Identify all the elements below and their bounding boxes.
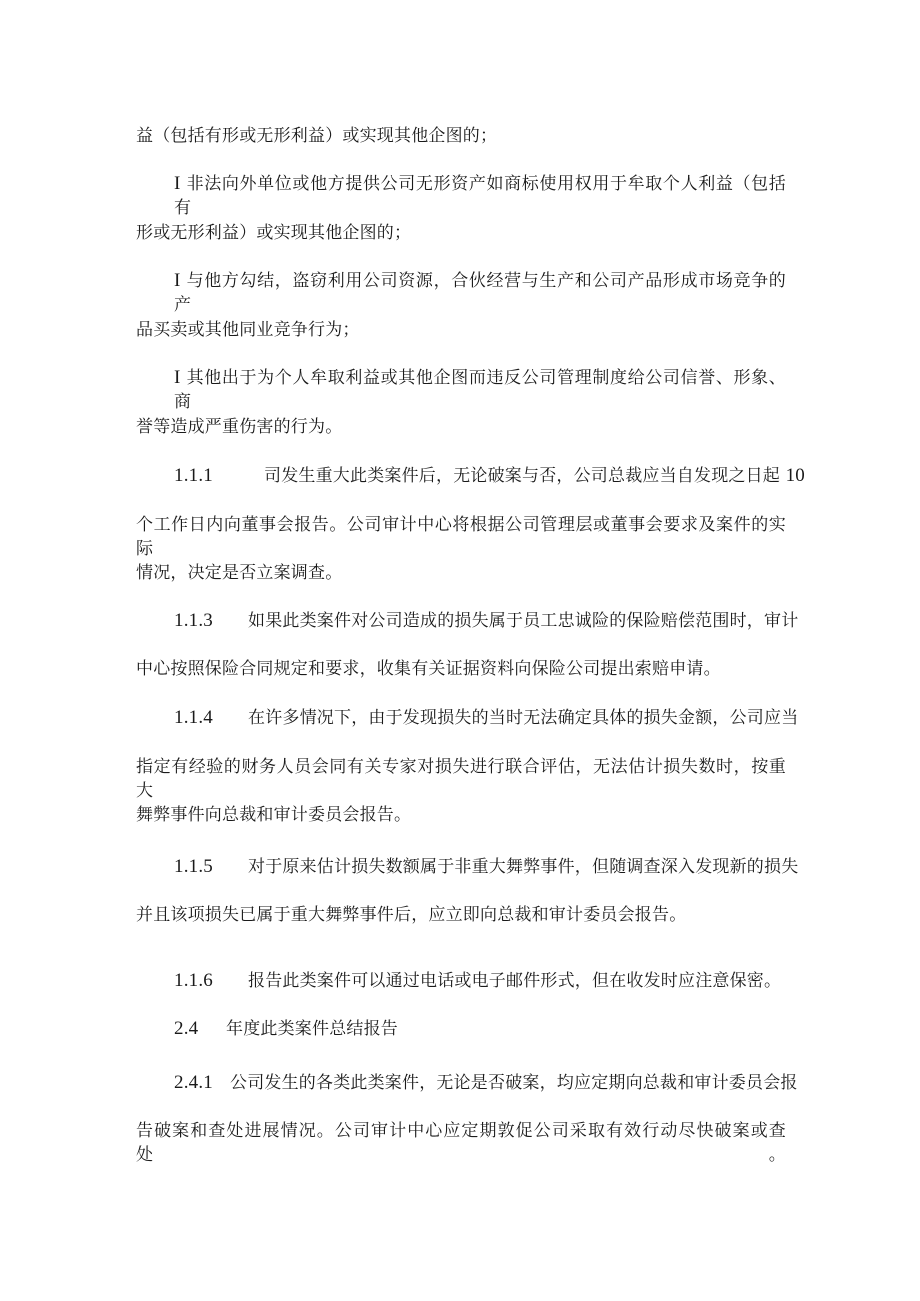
bullet-marker: I — [174, 173, 181, 194]
section-heading — [174, 1017, 786, 1041]
line-text: 其他出于为个人牟取利益或其他企图而违反公司管理制度给公司信誉、形象、商 — [174, 368, 786, 412]
line-text: 公司发生的各类此类案件，无论是否破案，均应定期向总裁和审计委员会报 — [230, 1073, 798, 1093]
section-number: 1.1.4 — [174, 707, 213, 728]
line-text: 对于原来估计损失数额属于非重大舞弊事件，但随调查深入发现新的损失 — [248, 857, 799, 877]
bullet-line — [174, 269, 786, 315]
line-text: 誉等造成严重伤害的行为。 — [136, 417, 343, 437]
section-number: 2.4 — [174, 1018, 199, 1039]
bullet-marker: I — [174, 270, 181, 291]
numbered-line — [174, 609, 799, 633]
line-text: 非法向外单位或他方提供公司无形资产如商标使用权用于牟取个人利益（包括有 — [174, 174, 786, 218]
section-number: 1.1.6 — [174, 970, 213, 991]
bullet-line — [174, 366, 786, 412]
paragraph-line — [136, 318, 786, 342]
line-text: 益（包括有形或无形利益）或实现其他企图的； — [136, 126, 498, 146]
line-text-tail: 10 — [785, 465, 806, 486]
paragraph-line — [136, 903, 786, 927]
paragraph-line — [136, 1119, 786, 1165]
section-number: 1.1.3 — [174, 610, 213, 631]
numbered-line — [174, 969, 786, 993]
line-text: 舞弊事件向总裁和审计委员会报告。 — [136, 805, 412, 825]
paragraph-line — [136, 657, 786, 681]
line-text: 并且该项损失已属于重大舞弊事件后，应立即向总裁和审计委员会报告。 — [136, 905, 687, 925]
line-text: 司发生重大此类案件后，无论破案与否，公司总裁应当自发现之日起 — [264, 466, 780, 486]
line-text: 指定有经验的财务人员会同有关专家对损失进行联合评估，无法估计损失数时，按重大 — [136, 757, 786, 801]
line-text: 告破案和查处进展情况。公司审计中心应定期敦促公司采取有效行动尽快破案或查处。 — [136, 1121, 786, 1165]
paragraph-line — [136, 221, 786, 245]
section-number: 1.1.5 — [174, 856, 213, 877]
section-number: 2.4.1 — [174, 1072, 213, 1093]
bullet-line — [174, 172, 786, 218]
numbered-line — [174, 1071, 798, 1095]
line-text: 中心按照保险合同规定和要求，收集有关证据资料向保险公司提出索赔申请。 — [136, 659, 721, 679]
bullet-marker: I — [174, 367, 181, 388]
line-text: 品买卖或其他同业竞争行为； — [136, 320, 360, 340]
numbered-line — [174, 706, 799, 730]
line-text: 与他方勾结，盗窃利用公司资源，合伙经营与生产和公司产品形成市场竞争的产 — [174, 271, 786, 315]
paragraph-line — [136, 124, 786, 148]
numbered-line — [174, 464, 806, 488]
paragraph-line — [136, 803, 786, 827]
line-text: 形或无形利益）或实现其他企图的； — [136, 223, 412, 243]
numbered-line — [174, 855, 799, 879]
paragraph-line — [136, 561, 786, 585]
paragraph-line — [136, 755, 786, 801]
line-text: 如果此类案件对公司造成的损失属于员工忠诚险的保险赔偿范围时，审计 — [248, 611, 799, 631]
line-text: 在许多情况下，由于发现损失的当时无法确定具体的损失金额，公司应当 — [248, 708, 799, 728]
line-text: 情况，决定是否立案调查。 — [136, 563, 343, 583]
heading-text: 年度此类案件总结报告 — [226, 1019, 398, 1039]
paragraph-line — [136, 513, 786, 559]
line-text: 报告此类案件可以通过电话或电子邮件形式，但在收发时应注意保密。 — [248, 971, 782, 991]
line-text: 个工作日内向董事会报告。公司审计中心将根据公司管理层或董事会要求及案件的实际 — [136, 515, 786, 559]
paragraph-line — [136, 415, 786, 439]
section-number: 1.1.1 — [174, 465, 213, 486]
